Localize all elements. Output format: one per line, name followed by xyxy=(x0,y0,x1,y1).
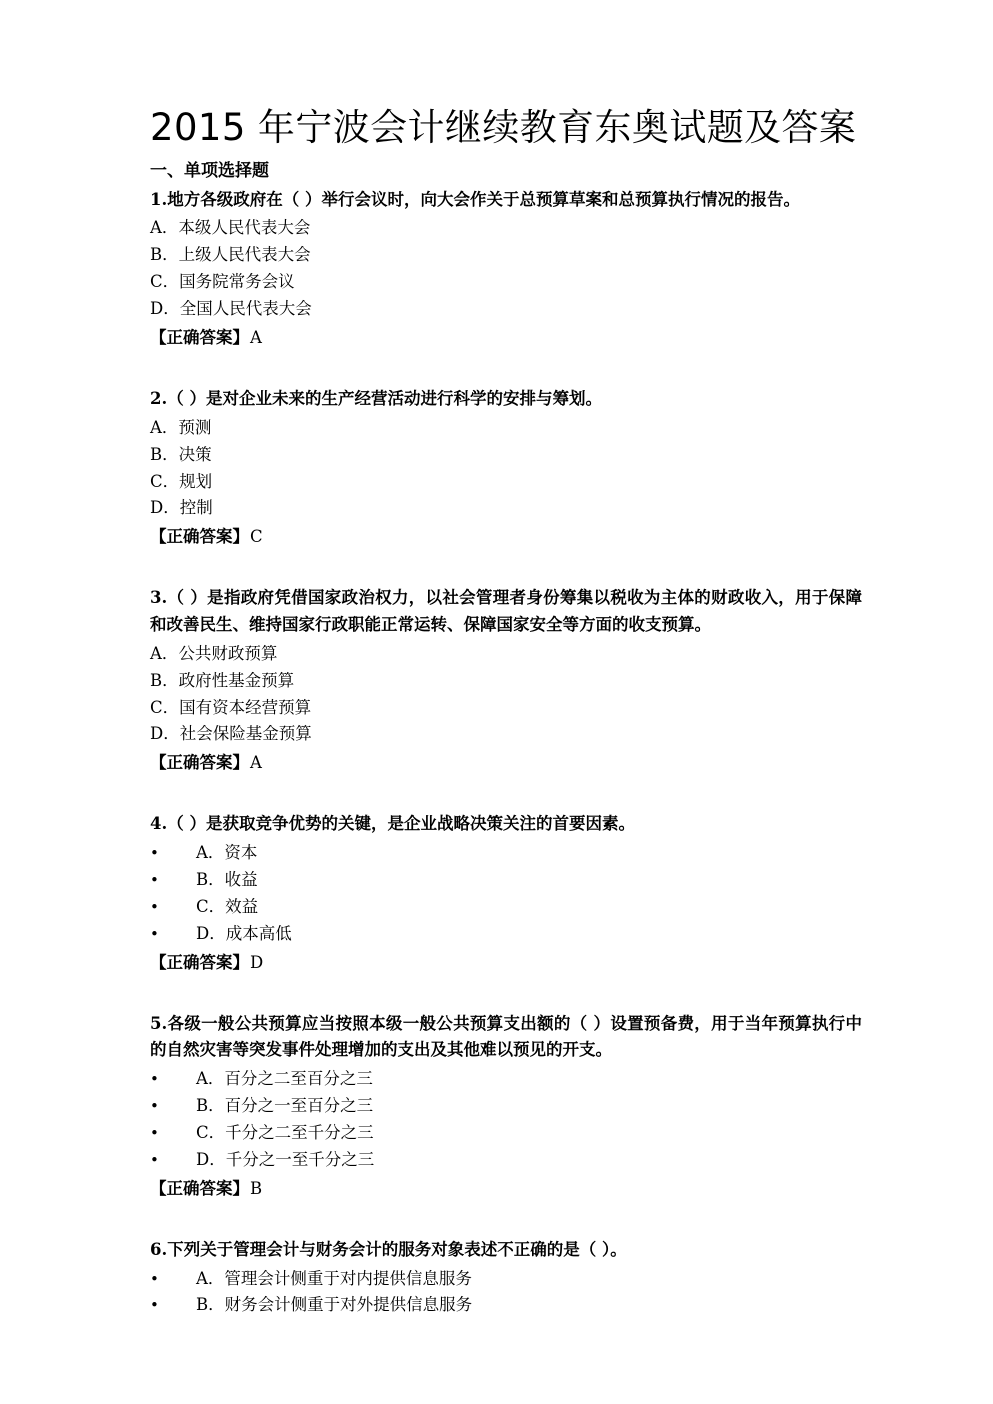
option-item[interactable] xyxy=(150,1093,862,1120)
answer-line xyxy=(150,748,862,777)
question-stem: 5.各级一般公共预算应当按照本级一般公共预算支出额的（ ）设置预备费，用于当年预算执行中的自然灾害等突发事件处理增加的支出及其他难以预见的开支。 xyxy=(150,1013,862,1060)
answer-tag: 【正确答案】 xyxy=(150,1178,249,1198)
question-block xyxy=(150,187,862,352)
option-list xyxy=(150,840,862,948)
option-list xyxy=(150,415,862,523)
option-item[interactable] xyxy=(150,641,862,668)
option-item[interactable] xyxy=(150,921,862,948)
bullet-icon: • xyxy=(150,844,159,863)
answer-tag: 【正确答案】 xyxy=(150,327,249,347)
option-label: A． xyxy=(150,417,179,437)
option-text: 国务院常务会议 xyxy=(179,272,295,292)
option-item[interactable] xyxy=(150,242,862,269)
bullet-icon: • xyxy=(150,1269,159,1288)
answer-value: C xyxy=(250,527,263,547)
option-label: C． xyxy=(150,272,180,292)
option-label: C． xyxy=(196,896,226,916)
option-item[interactable] xyxy=(150,894,862,921)
bullet-icon: • xyxy=(150,1150,159,1169)
bullet-icon: • xyxy=(150,924,159,943)
option-item[interactable] xyxy=(150,415,862,442)
option-text: 国有资本经营预算 xyxy=(179,697,312,717)
option-text: 财务会计侧重于对外提供信息服务 xyxy=(224,1295,473,1315)
answer-value: A xyxy=(250,327,262,347)
question-block xyxy=(150,386,862,551)
answer-line xyxy=(150,522,862,551)
option-label: D． xyxy=(150,498,180,518)
option-item[interactable] xyxy=(150,1120,862,1147)
option-item[interactable] xyxy=(150,721,862,748)
option-item[interactable] xyxy=(150,1147,862,1174)
option-list xyxy=(150,215,862,323)
question-stem: 2.（ ）是对企业未来的生产经营活动进行科学的安排与筹划。 xyxy=(150,389,602,409)
question-block xyxy=(150,1237,862,1320)
option-item[interactable] xyxy=(150,442,862,469)
option-item[interactable] xyxy=(150,469,862,496)
page-title: 2015 年宁波会计继续教育东奥试题及答案 xyxy=(150,106,857,149)
option-item[interactable] xyxy=(150,695,862,722)
answer-tag: 【正确答案】 xyxy=(150,952,249,972)
answer-line xyxy=(150,1174,862,1203)
option-item[interactable] xyxy=(150,840,862,867)
option-label: A． xyxy=(196,1069,225,1089)
option-label: A． xyxy=(150,218,179,238)
question-block xyxy=(150,1011,862,1203)
option-label: D． xyxy=(196,1149,226,1169)
option-text: 控制 xyxy=(179,498,213,518)
option-label: B． xyxy=(150,245,179,265)
option-label: B． xyxy=(150,444,179,464)
option-text: 收益 xyxy=(224,870,258,890)
option-text: 规划 xyxy=(179,471,213,491)
option-text: 成本高低 xyxy=(225,923,292,943)
option-text: 管理会计侧重于对内提供信息服务 xyxy=(224,1268,472,1288)
option-label: B． xyxy=(196,870,225,890)
option-label: B． xyxy=(196,1295,225,1315)
option-list xyxy=(150,1066,862,1174)
option-label: A． xyxy=(150,643,179,663)
option-item[interactable] xyxy=(150,1292,862,1319)
bullet-icon: • xyxy=(150,1097,159,1116)
bullet-icon: • xyxy=(150,871,159,890)
option-item[interactable] xyxy=(150,1066,862,1093)
option-label: C． xyxy=(150,697,180,717)
answer-tag: 【正确答案】 xyxy=(150,753,249,773)
bullet-icon: • xyxy=(150,1070,159,1089)
option-text: 资本 xyxy=(224,843,258,863)
question-stem: 6.下列关于管理会计与财务会计的服务对象表述不正确的是（ ）。 xyxy=(150,1239,627,1259)
option-item[interactable] xyxy=(150,495,862,522)
option-text: 千分之二至千分之三 xyxy=(225,1122,374,1142)
option-text: 千分之一至千分之三 xyxy=(225,1149,375,1169)
answer-line xyxy=(150,323,862,352)
option-label: B． xyxy=(150,670,179,690)
option-label: C． xyxy=(196,1122,226,1142)
questions-container xyxy=(150,187,862,1320)
option-text: 上级人民代表大会 xyxy=(178,245,311,265)
section-heading: 一、单项选择题 xyxy=(150,161,269,182)
question-block xyxy=(150,585,862,777)
option-item[interactable] xyxy=(150,296,862,323)
bullet-icon: • xyxy=(150,1123,159,1142)
option-item[interactable] xyxy=(150,867,862,894)
answer-value: B xyxy=(250,1178,263,1198)
option-text: 百分之二至百分之三 xyxy=(224,1069,373,1089)
answer-value: D xyxy=(250,952,264,972)
option-item[interactable] xyxy=(150,668,862,695)
question-stem: 4.（ ）是获取竞争优势的关键，是企业战略决策关注的首要因素。 xyxy=(150,814,635,834)
option-label: B． xyxy=(196,1096,225,1116)
option-item[interactable] xyxy=(150,1266,862,1293)
option-text: 决策 xyxy=(178,444,212,464)
question-stem: 3.（ ）是指政府凭借国家政治权力，以社会管理者身份筹集以税收为主体的财政收入，用于保障和改善民生、维持国家行政职能正常运转、保障国家安全等方面的收支预算。 xyxy=(150,588,862,635)
option-label: A． xyxy=(196,1268,225,1288)
question-stem: 1.地方各级政府在（ ）举行会议时，向大会作关于总预算草案和总预算执行情况的报告。 xyxy=(150,189,800,209)
answer-line xyxy=(150,948,862,977)
bullet-icon: • xyxy=(150,897,159,916)
option-text: 预测 xyxy=(178,417,212,437)
option-text: 社会保险基金预算 xyxy=(179,724,312,744)
option-text: 全国人民代表大会 xyxy=(179,299,312,319)
option-label: D． xyxy=(150,724,180,744)
option-label: D． xyxy=(150,299,180,319)
bullet-icon: • xyxy=(150,1296,159,1315)
answer-tag: 【正确答案】 xyxy=(150,527,249,547)
option-text: 公共财政预算 xyxy=(178,643,278,663)
option-text: 本级人民代表大会 xyxy=(178,218,311,238)
option-text: 效益 xyxy=(225,896,259,916)
option-text: 百分之一至百分之三 xyxy=(224,1096,374,1116)
option-item[interactable] xyxy=(150,269,862,296)
question-block xyxy=(150,811,862,976)
answer-value: A xyxy=(250,753,262,773)
option-label: A． xyxy=(196,843,225,863)
option-list xyxy=(150,1266,862,1320)
option-list xyxy=(150,641,862,749)
option-text: 政府性基金预算 xyxy=(178,670,295,690)
option-label: D． xyxy=(196,923,226,943)
option-item[interactable] xyxy=(150,215,862,242)
option-label: C． xyxy=(150,471,180,491)
